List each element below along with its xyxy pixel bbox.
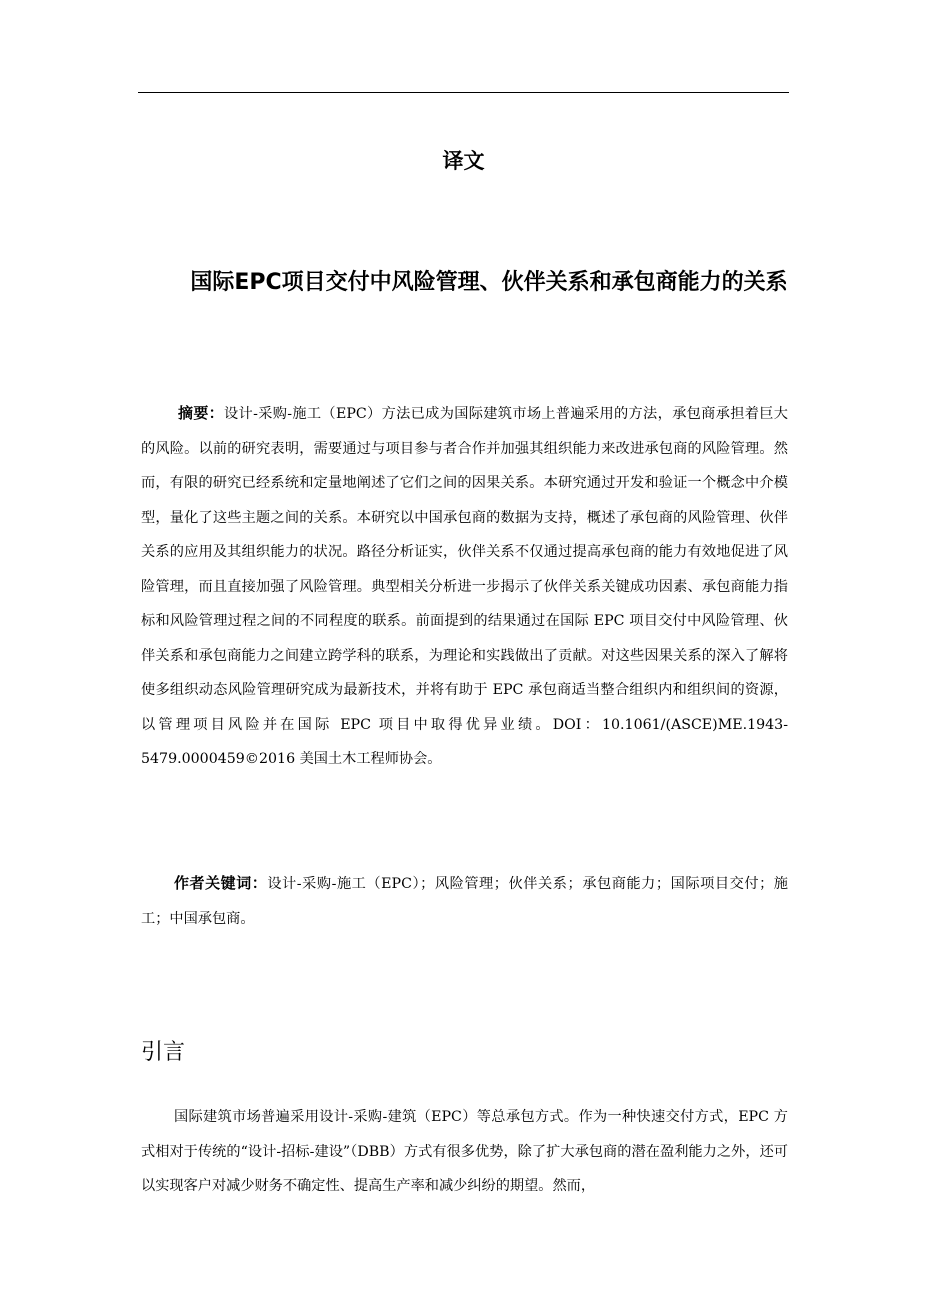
abstract-paragraph bbox=[141, 396, 788, 777]
introduction-paragraph: 国际建筑市场普遍采用设计-采购-建筑（EPC）等总承包方式。作为一种快速交付方式，EPC 方式相对于传统的“设计-招标-建设”（DBB）方式有很多优势，除了扩大承包商的潜在盈利能力之外，还可以实现客户对减少财务不确定性、提高生产率和减少纠纷的期望。然而， bbox=[141, 1109, 788, 1194]
keywords-label: 作者关键词： bbox=[174, 874, 268, 892]
document-label: 译文 bbox=[442, 149, 485, 173]
abstract-text: 设计-采购-施工（EPC）方法已成为国际建筑市场上普遍采用的方法，承包商承担着巨大的风险。以前的研究表明，需要通过与项目参与者合作并加强其组织能力来改进承包商的风险管理。然而，有限的研究已经系统和定量地阐述了它们之间的因果关系。本研究通过开发和验证一个概念中介模型，量化了这些主题之间的关系。本研究以中国承包商的数据为支持，概述了承包商的风险管理、伙伴关系的应用及其组织能力的状况。路径分析证实，伙伴关系不仅通过提高承包商的能力有效地促进了风险管理，而且直接加强了风险管理。典型相关分析进一步揭示了伙伴关系关键成功因素、承包商能力指标和风险管理过程之间的不同程度的联系。前面提到的结果通过在国际 EPC 项目交付中风险管理、伙伴关系和承包商能力之间建立跨学科的联系，为理论和实践做出了贡献。对这些因果关系的深入了解将使多组织动态风险管理研究成为最新技术，并将有助于 EPC 承包商适当整合组织内和组织间的资源，以管理项目风险并在国际 EPC 项目中取得优异业绩。DOI：10.1061/(ASCE)ME.1943-5479.0000459©2016 美国土木工程师协会。 bbox=[141, 406, 788, 767]
keywords-paragraph bbox=[141, 866, 788, 936]
header-rule bbox=[138, 92, 789, 93]
keywords-text: 设计-采购-施工（EPC）；风险管理；伙伴关系；承包商能力；国际项目交付；施工；中国承包商。 bbox=[141, 876, 788, 927]
introduction-heading: 引言 bbox=[141, 1040, 186, 1065]
abstract-label: 摘要： bbox=[178, 404, 225, 422]
paper-title: 国际EPC项目交付中风险管理、伙伴关系和承包商能力的关系 bbox=[190, 270, 788, 295]
